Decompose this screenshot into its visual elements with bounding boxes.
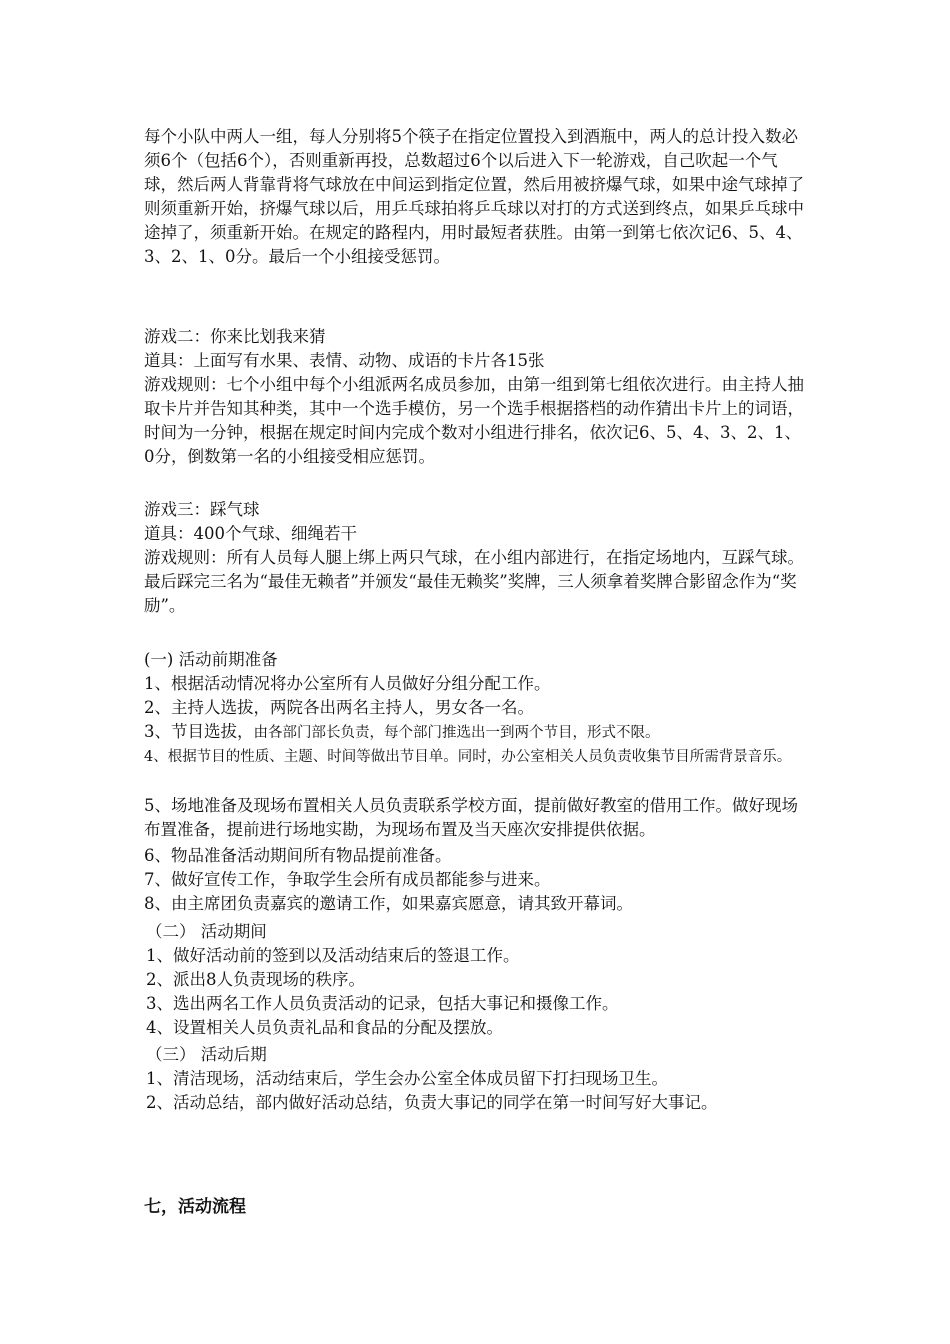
game3-rules: 游戏规则：所有人员每人腿上绑上两只气球，在小组内部进行，在指定场地内，互踩气球。最后踩完三名为“最佳无赖者”并颁发“最佳无赖奖”奖牌，三人须拿着奖牌合影留念作为“奖励”。 [144,548,804,615]
prep-item-3-lead: 3、节目选拔， [144,722,254,741]
prep-item-7: 7、做好宣传工作，争取学生会所有成员都能参与进来。 [144,870,551,889]
prep-title: (一) 活动前期准备 [144,650,278,669]
prep-item-5: 5、场地准备及现场布置相关人员负责联系学校方面，提前做好教室的借用工作。做好现场布置准备，提前进行场地实勘，为现场布置及当天座次安排提供依据。 [144,796,798,839]
during-item-2: 2、派出8人负责现场的秩序。 [146,970,365,989]
prep-item-3 [144,720,808,745]
after-title: （三） 活动后期 [146,1045,267,1064]
during-title: （二） 活动期间 [146,922,267,941]
after-item-2: 2、活动总结，部内做好活动总结，负责大事记的同学在第一时间写好大事记。 [146,1093,718,1112]
during-item-3: 3、选出两名工作人员负责活动的记录，包括大事记和摄像工作。 [146,994,619,1013]
during-item-4: 4、设置相关人员负责礼品和食品的分配及摆放。 [146,1018,503,1037]
game2-props: 道具：上面写有水果、表情、动物、成语的卡片各15张 [144,351,545,370]
prep-item-3-detail: 由各部门部长负责，每个部门推选出一到两个节目，形式不限。 [253,725,660,741]
prep-item-2: 2、主持人选拔，两院各出两名主持人，男女各一名。 [144,698,534,717]
after-item-1: 1、清洁现场，活动结束后，学生会办公室全体成员留下打扫现场卫生。 [146,1069,668,1088]
game3-props: 道具：400个气球、细绳若干 [144,524,357,543]
game2-rules: 游戏规则：七个小组中每个小组派两名成员参加，由第一组到第七组依次进行。由主持人抽取卡片并告知其种类，其中一个选手模仿，另一个选手根据搭档的动作猜出卡片上的词语，时间为一分钟，根据在规定时间内完成个数对小组进行排名，依次记6、5、4、3、2、1、0分，倒数第一名的小组接受相应惩罚。 [144,375,804,466]
prep-item-4: 4、根据节目的性质、主题、时间等做出节目单。同时，办公室相关人员负责收集节目所需背景音乐。 [144,749,792,765]
during-item-1: 1、做好活动前的签到以及活动结束后的签退工作。 [146,946,520,965]
intro-paragraph: 每个小队中两人一组，每人分别将5个筷子在指定位置投入到酒瓶中，两人的总计投入数必须6个（包括6个），否则重新再投，总数超过6个以后进入下一轮游戏，自己吹起一个气球，然后两人背靠背将气球放在中间运到指定位置，然后用被挤爆气球，如果中途气球掉了则须重新开始，挤爆气球以后，用乒乓球拍将乒乓球以对打的方式送到终点，如果乒乓球中途掉了，须重新开始。在规定的路程内，用时最短者获胜。由第一到第七依次记6、5、4、3、2、1、0分。最后一个小组接受惩罚。 [144,127,804,266]
prep-item-6: 6、物品准备活动期间所有物品提前准备。 [144,846,452,865]
game2-title: 游戏二：你来比划我来猜 [144,327,326,346]
game3-title: 游戏三：踩气球 [144,500,260,519]
prep-item-8: 8、由主席团负责嘉宾的邀请工作，如果嘉宾愿意，请其致开幕词。 [144,894,633,913]
prep-item-1: 1、根据活动情况将办公室所有人员做好分组分配工作。 [144,674,551,693]
section-7-heading: 七，活动流程 [144,1197,246,1217]
